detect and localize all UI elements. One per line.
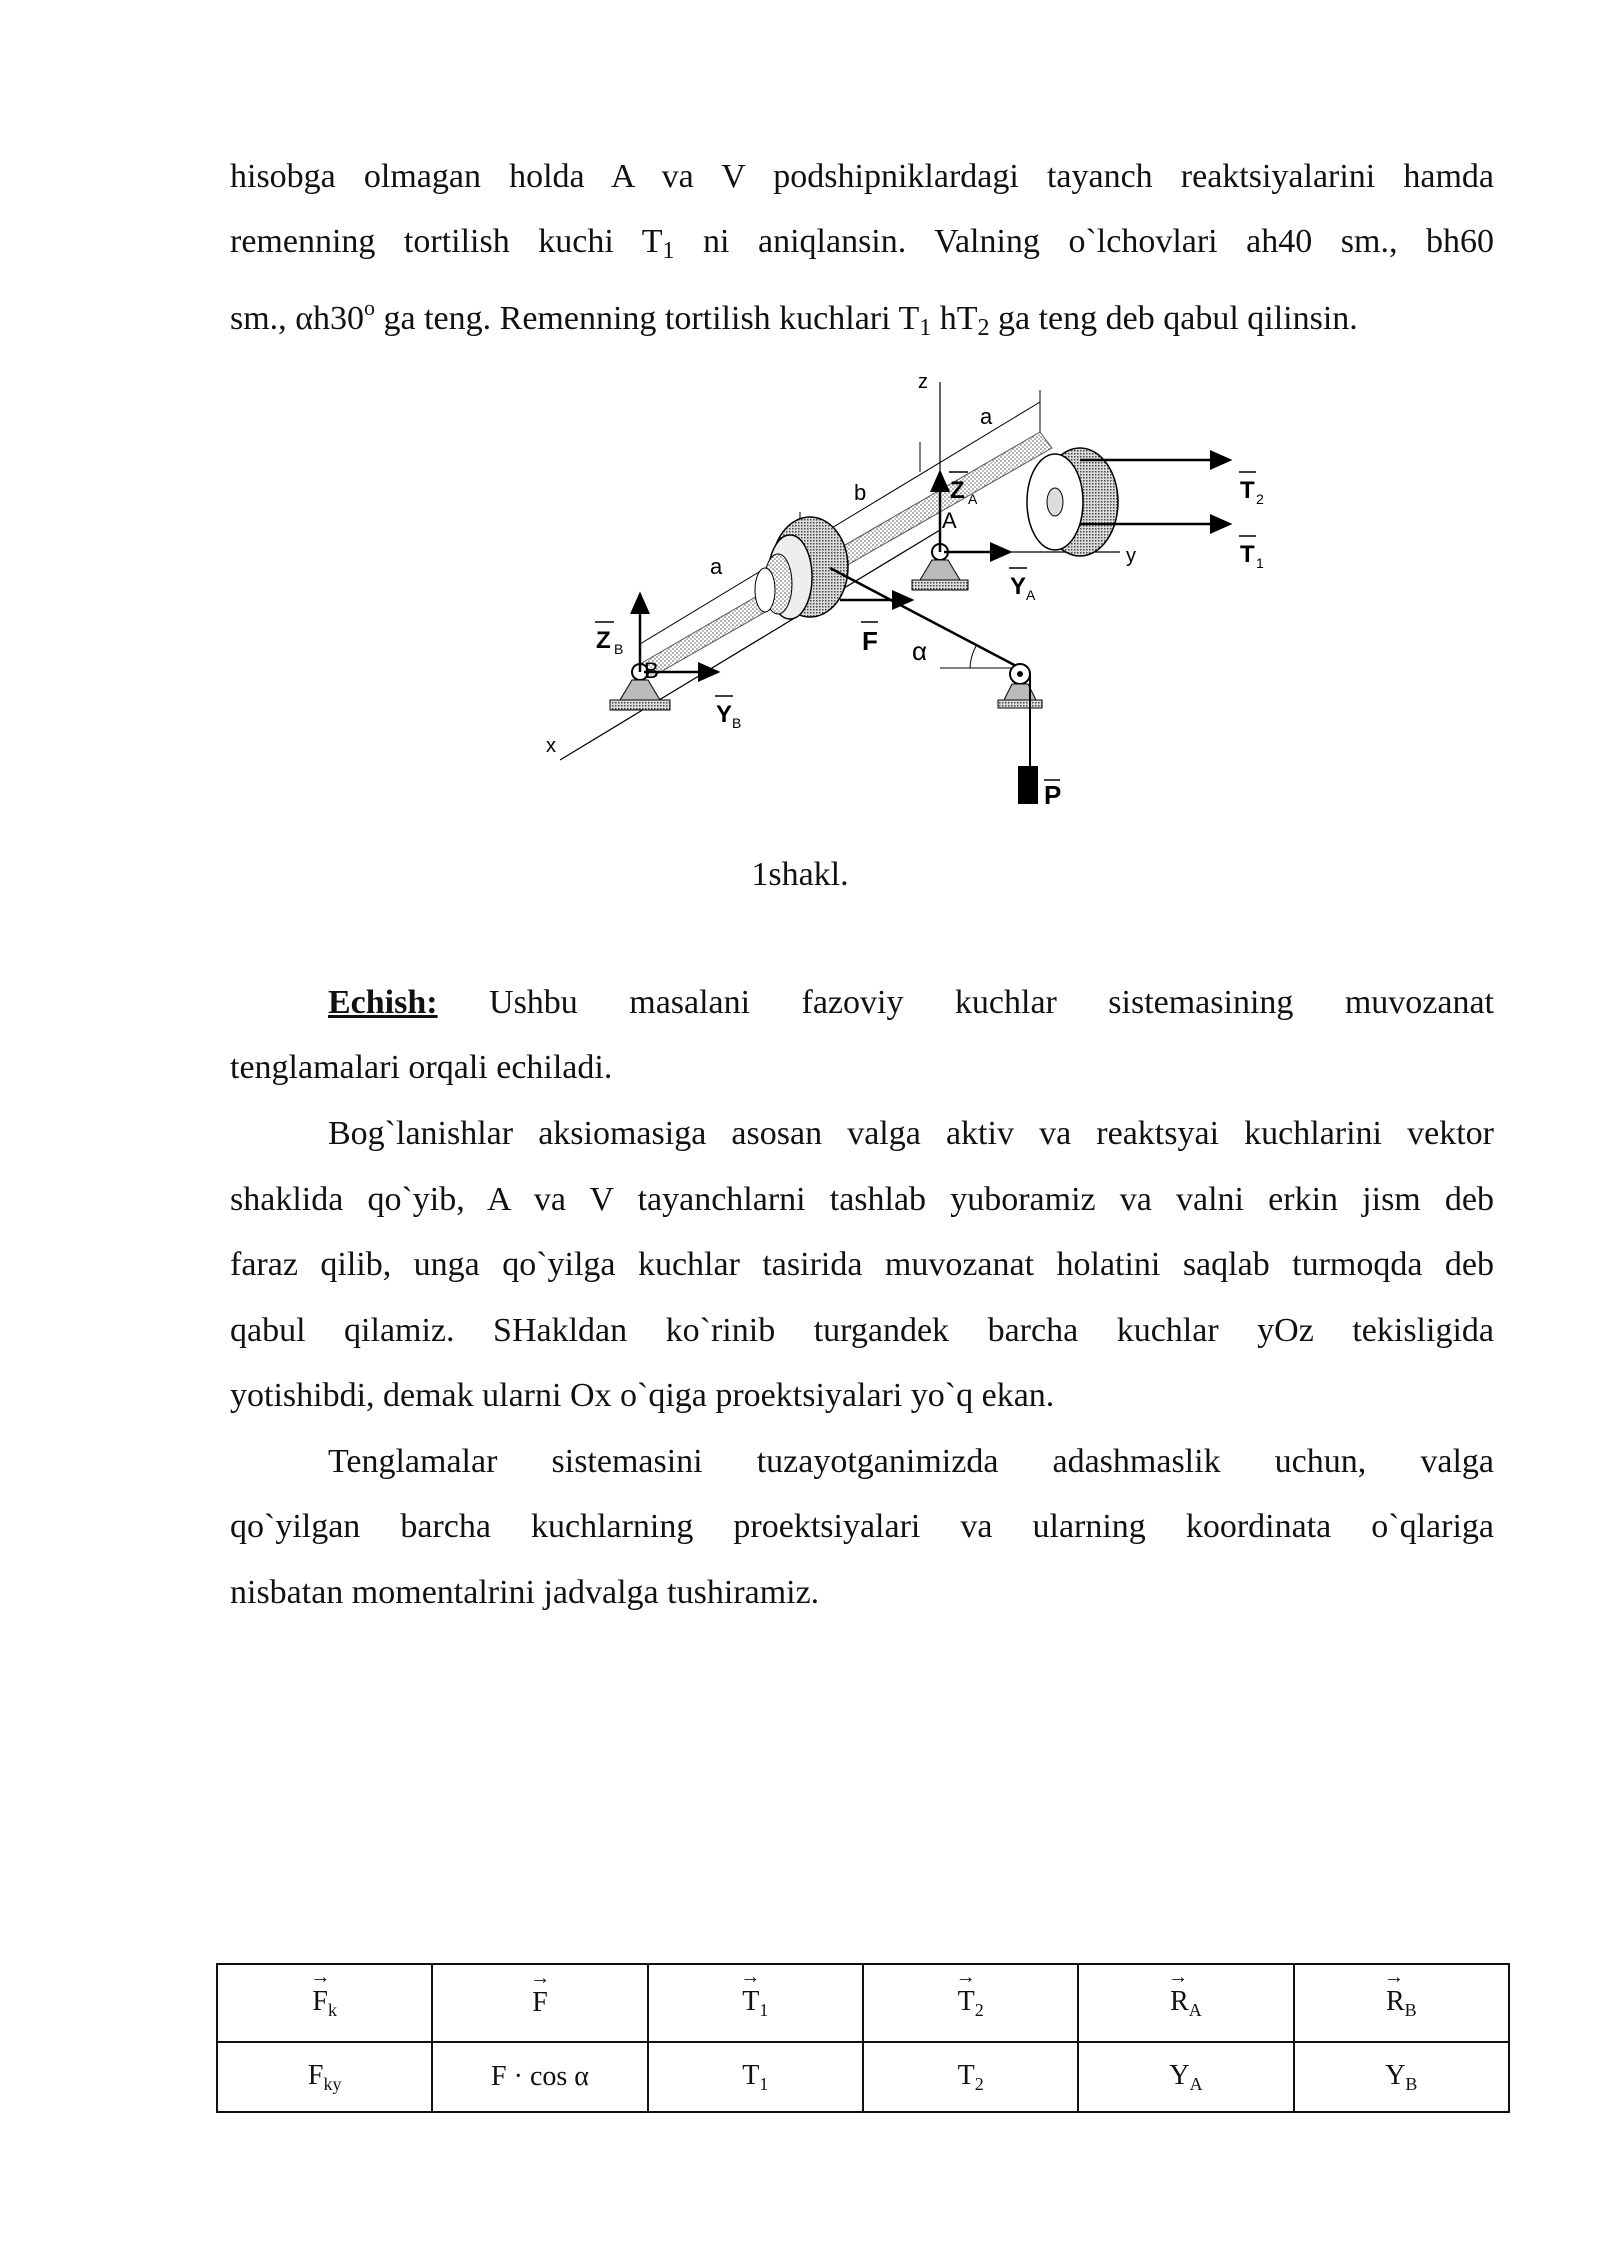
force-projection-table bbox=[216, 1963, 1510, 2113]
label-T1: T bbox=[1240, 541, 1255, 568]
text-line: sm., αh30$^o$ ga teng. Remenning tortilish kuchlari $T_1$ $hT_2$ ga teng deb qabul qilinsin. bbox=[230, 295, 1358, 341]
table-row bbox=[217, 2042, 1509, 2112]
y-axis-label: y bbox=[1126, 545, 1136, 567]
text-line: qabul qilamiz. SHakldan ko`rinib turgandek barcha kuchlar yOz tekisligida bbox=[230, 1312, 1494, 1349]
text-line: shaklida qo`yib, A va V tayanchlarni tashlab yuboramiz va valni erkin jism deb bbox=[230, 1181, 1494, 1218]
table-cell: → $R_A$ bbox=[1078, 1964, 1293, 2042]
text-line: Tenglamalar sistemasini tuzayotganimizda adashmaslik uchun, valga bbox=[328, 1443, 1494, 1480]
dim-a-left: a bbox=[710, 554, 723, 579]
label-T2: T bbox=[1240, 477, 1255, 504]
figure-caption: 1shakl. bbox=[751, 856, 849, 893]
label-A: A bbox=[942, 508, 957, 533]
svg-text:2: 2 bbox=[1256, 491, 1264, 507]
z-axis-label: z bbox=[918, 372, 928, 393]
label-B: B bbox=[644, 658, 659, 683]
dim-a-top: a bbox=[980, 404, 993, 429]
svg-text:A: A bbox=[1026, 587, 1036, 603]
svg-text:B: B bbox=[614, 641, 624, 657]
label-P: P bbox=[1044, 780, 1062, 810]
text-line: tenglamalari orqali echiladi. bbox=[230, 1049, 613, 1086]
shaft-diagram bbox=[540, 372, 1280, 812]
table-cell: $Y_A$ bbox=[1078, 2042, 1293, 2112]
svg-text:B: B bbox=[732, 715, 742, 731]
weight-P bbox=[1018, 766, 1038, 804]
table-row bbox=[217, 1964, 1509, 2042]
dim-b: b bbox=[854, 480, 867, 505]
label-alpha: α bbox=[912, 636, 928, 666]
table-cell: → $R_B$ bbox=[1294, 1964, 1509, 2042]
table-cell: $Y_B$ bbox=[1294, 2042, 1509, 2112]
label-YB: Y bbox=[716, 701, 733, 728]
text-line: nisbatan momentalrini jadvalga tushiramiz. bbox=[230, 1574, 820, 1611]
solution-heading: Echish: bbox=[328, 984, 438, 1021]
text-line: remenning tortilish kuchi $T_1$ ni aniqlansin. Valning o`lchovlari ah40 sm., bh60 bbox=[230, 223, 1495, 264]
table-cell: → $F_k$ bbox=[217, 1964, 432, 2042]
table-cell: → F bbox=[432, 1964, 647, 2042]
table-cell: F · cos α bbox=[432, 2042, 647, 2112]
svg-text:A: A bbox=[968, 491, 978, 507]
label-ZB: Z bbox=[596, 627, 611, 654]
label-YA: Y bbox=[1010, 573, 1027, 600]
label-ZA: Z bbox=[950, 477, 965, 504]
text-line: faraz qilib, unga qo`yilga kuchlar tasirida muvozanat holatini saqlab turmoqda deb bbox=[230, 1246, 1494, 1283]
table-cell: → $T_1$ bbox=[648, 1964, 863, 2042]
label-F: F bbox=[862, 626, 878, 656]
text-line: Echish: Ushbu masalani fazoviy kuchlar sistemasining muvozanat bbox=[328, 984, 1494, 1021]
table-cell: $T_1$ bbox=[648, 2042, 863, 2112]
text-line: hisobga olmagan holda A va V podshipniklardagi tayanch reaktsiyalarini hamda bbox=[230, 158, 1494, 195]
text-line: Bog`lanishlar aksiomasiga asosan valga aktiv va reaktsyai kuchlarini vektor bbox=[328, 1115, 1494, 1152]
text-line: qo`yilgan barcha kuchlarning proektsiyalari va ularning koordinata o`qlariga bbox=[230, 1508, 1494, 1545]
x-axis-label: x bbox=[546, 735, 556, 757]
text-line: yotishibdi, demak ularni Ox o`qiga proektsiyalari yo`q ekan. bbox=[230, 1377, 1055, 1414]
dimension-line bbox=[640, 402, 1040, 644]
table-cell: $T_2$ bbox=[863, 2042, 1078, 2112]
svg-text:1: 1 bbox=[1256, 555, 1264, 571]
table-cell: $F_{ky}$ bbox=[217, 2042, 432, 2112]
table-cell: → $T_2$ bbox=[863, 1964, 1078, 2042]
